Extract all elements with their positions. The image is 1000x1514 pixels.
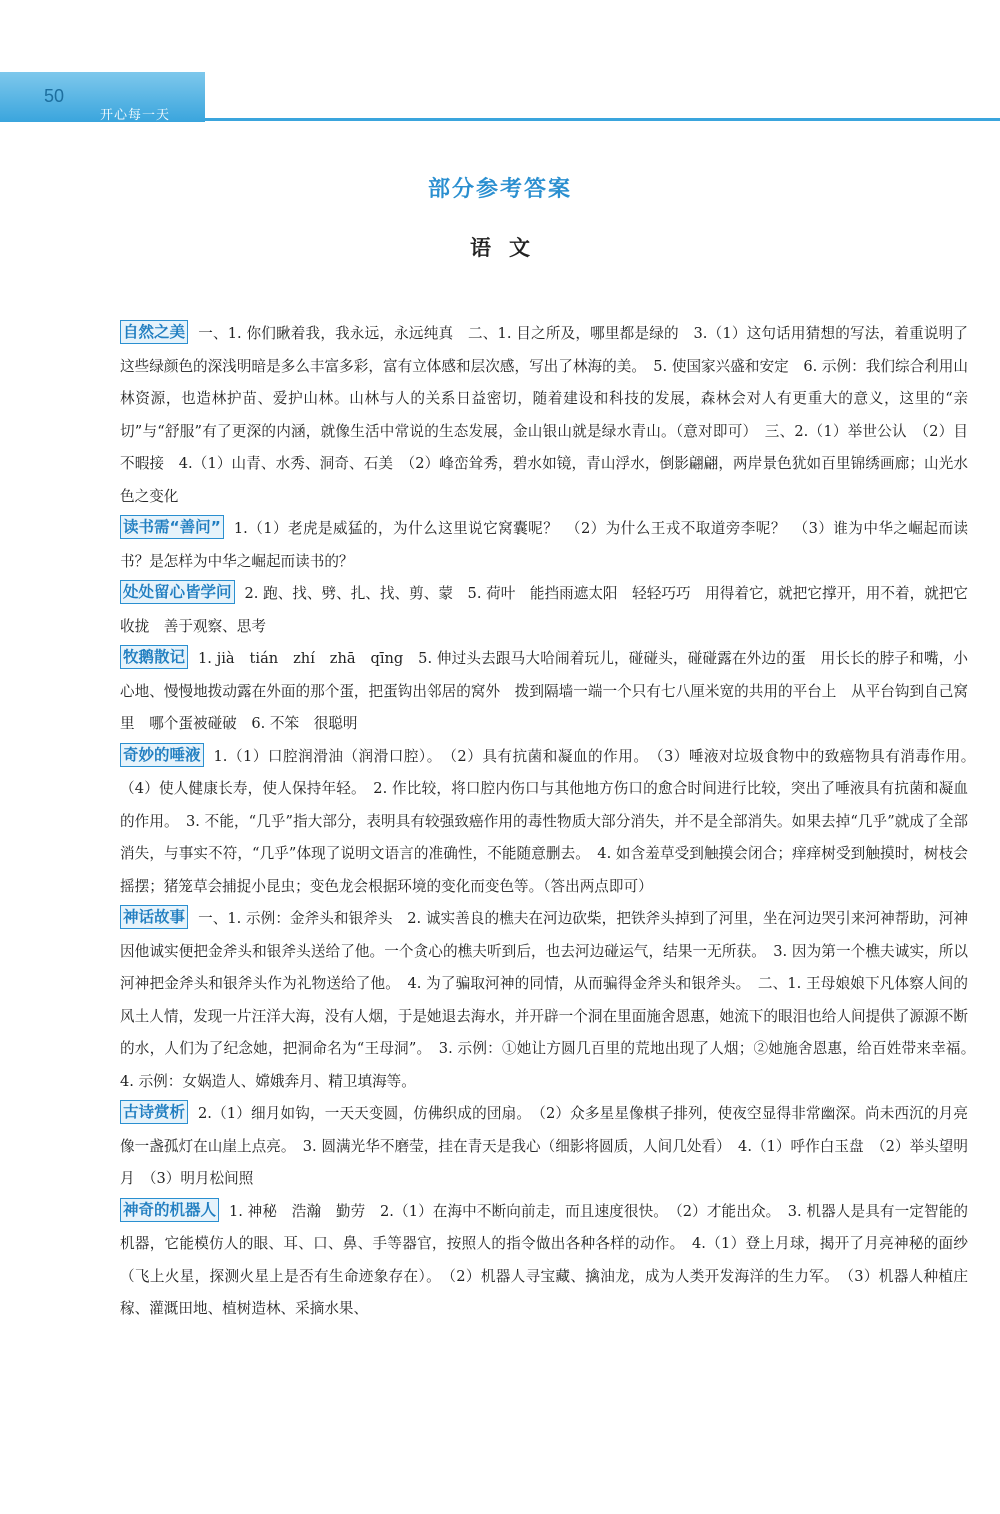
section-tag: 奇妙的唾液 bbox=[120, 743, 204, 767]
section-text: 1.（1）口腔润滑油（润滑口腔）。 （2）具有抗菌和凝血的作用。 （3）唾液对垃圾食物中的致癌物具有消毒作用。 （4）使人健康长寿，使人保持年轻。 2. 作比较，将口腔内伤口与其他地方伤口的愈合时间进行比较，突出了唾液具有抗菌和凝血的作用。 3. 不能，“几乎”指大部分，表明具有较强致癌作用的毒性物质大部分消失，并不是全部消失。如果去掉“几乎”就成了全部消失，与事实不符，“几乎”体现了说明文语言的准确性，不能随意删去。 4. 如含羞草受到触摸会闭合；痒痒树受到触摸时，树枝会摇摆；猪笼草会捕捉小昆虫；变色龙会根据环境的变化而变色等。（答出两点即可） bbox=[120, 747, 983, 895]
header-divider bbox=[205, 118, 1000, 121]
section-tag: 读书需“善问” bbox=[120, 515, 224, 539]
answer-content bbox=[120, 318, 983, 1326]
section-text: 2.（1）细月如钩，一天天变圆，仿佛织成的団扇。 （2）众多星星像棋子排列，使夜空显得非常幽深。尚未西沉的月亮像一盏孤灯在山崖上点亮。 3. 圆满光华不磨莹，挂在青天是我心（细影将圆质，人间几处看） 4.（1）呼作白玉盘 （2）举头望明月 （3）明月松间照 bbox=[120, 1105, 968, 1187]
subject-title: 语文 bbox=[470, 235, 548, 260]
header-label: 开心每一天 bbox=[100, 108, 171, 123]
answer-section bbox=[120, 903, 983, 1098]
answer-section bbox=[120, 513, 968, 578]
answer-section bbox=[120, 643, 968, 741]
section-text: 1.（1）老虎是威猛的，为什么这里说它窝囊呢？ （2）为什么王戎不取道旁李呢？ （3）谁为中华之崛起而读书？是怎样为中华之崛起而读书的？ bbox=[120, 520, 968, 570]
answer-section bbox=[120, 318, 968, 513]
section-tag: 牧鹅散记 bbox=[120, 645, 188, 669]
section-tag: 古诗赏析 bbox=[120, 1100, 188, 1124]
section-text: 一、1. 示例：金斧头和银斧头 2. 诚实善良的樵夫在河边砍柴，把铁斧头掉到了河里，坐在河边哭引来河神帮助，河神因他诚实便把金斧头和银斧头送给了他。一个贪心的樵夫听到后，也去河边碰运气，结果一无所获。 3. 因为第一个樵夫诚实，所以河神把金斧头和银斧头作为礼物送给了他。 4. 为了骗取河神的同情，从而骗得金斧头和银斧头。 二、1. 王母娘娘下凡体察人间的风土人情，发现一片汪洋大海，没有人烟，于是她退去海水，并开辟一个洞在里面施舍恩惠，她流下的眼泪也给人间提供了源源不断的水，人们为了纪念她，把洞命名为“王母洞”。 3. 示例：①她让方圆几百里的荒地出现了人烟；②她施舍恩惠，给百姓带来幸福。 4. 示例：女娲造人、嫦娥奔月、精卫填海等。 bbox=[120, 910, 983, 1090]
section-tag: 处处留心皆学问 bbox=[120, 580, 235, 604]
answer-section bbox=[120, 1196, 968, 1326]
section-tag: 神话故事 bbox=[120, 905, 188, 929]
page-number: 50 bbox=[44, 86, 65, 106]
answer-section bbox=[120, 578, 968, 643]
section-tag: 神奇的机器人 bbox=[120, 1198, 219, 1222]
section-text: 2. 跑、找、劈、扎、找、剪、蒙 5. 荷叶 能挡雨遮太阳 轻轻巧巧 用得着它，就把它撑开，用不着，就把它收拢 善于观察、思考 bbox=[120, 585, 968, 635]
page-header bbox=[0, 72, 1000, 122]
section-text: 一、1. 你们瞅着我，我永远，永远纯真 二、1. 目之所及，哪里都是绿的 3.（1）这句话用猜想的写法，着重说明了这些绿颜色的深浅明暗是多么丰富多彩，富有立体感和层次感，写出了林海的美。 5. 使国家兴盛和安定 6. 示例：我们综合利用山林资源，也造林护苗、爱护山林。山林与人的关系日益密切，随着建设和科技的发展，森林会对人有更重大的意义，这里的“亲切”与“舒服”有了更深的内涵，就像生活中常说的生态发展，金山银山就是绿水青山。（意对即可） 三、2.（1）举世公认 （2）目不暇接 4.（1）山青、水秀、洞奇、石美 （2）峰峦耸秀，碧水如镜，青山浮水，倒影翩翩，两岸景色犹如百里锦绣画廊；山光水色之变化 bbox=[120, 325, 968, 505]
page-title: 部分参考答案 bbox=[427, 177, 572, 202]
answer-section bbox=[120, 1098, 968, 1196]
section-text: 1. 神秘 浩瀚 勤劳 2.（1）在海中不断向前走，而且速度很快。 （2）才能出众。 3. 机器人是具有一定智能的机器，它能模仿人的眼、耳、口、鼻、手等器官，按照人的指令做出各种各样的动作。 4.（1）登上月球，揭开了月亮神秘的面纱（飞上火星，探测火星上是否有生命迹象存在）。 （2）机器人寻宝藏、擒油龙，成为人类开发海洋的生力军。 （3）机器人种植庄稼、灌溉田地、植树造林、采摘水果、 bbox=[120, 1202, 968, 1317]
section-tag: 自然之美 bbox=[120, 320, 188, 344]
section-text: 1. jià tián zhí zhā qīng 5. 伸过头去跟马大哈闹着玩儿，碰碰头，碰碰露在外边的蛋 用长长的脖子和嘴，小心地、慢慢地拨动露在外面的那个蛋，把蛋钩出邻居的窝外 拨到隔墙一端一个只有七八厘米宽的共用的平台上 从平台钩到自己窝里 哪个蛋被碰破 6. 不笨 很聪明 bbox=[120, 650, 968, 732]
answer-section bbox=[120, 741, 983, 904]
header-block bbox=[0, 72, 205, 122]
